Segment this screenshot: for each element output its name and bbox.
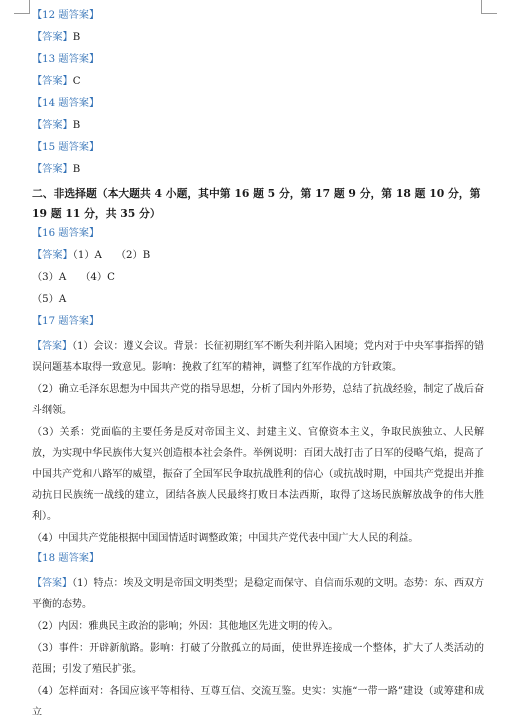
answer-value: B [72, 120, 81, 131]
q16-line1 [32, 248, 484, 263]
q17-paragraph-4: （4）中国共产党能根据中国国情适时调整政策；中国共产党代表中国广大人民的利益。 [32, 533, 419, 544]
q18-text-1: （1）特点：埃及文明是帝国文明类型；是稳定而保守、自信而乐观的文明。态势：东、西双方平衡的态势。 [32, 578, 484, 610]
q16-item4: （4）C [80, 272, 115, 283]
q17-paragraph-2: （2）确立毛泽东思想为中国共产党的指导思想，分析了国内外形势，总结了抗战经验，制定了战后奋斗纲领。 [32, 384, 484, 416]
answer-tag: 【答案】 [32, 76, 73, 87]
crop-mark-top-left-v [29, 0, 30, 14]
q16-line2 [32, 270, 484, 285]
q18-paragraph-2: （2）内因：雅典民主政治的影响；外因：其他地区先进文明的传入。 [32, 621, 339, 632]
answer-tag: 【答案】 [32, 250, 73, 261]
q16-item1: （1）A [72, 250, 102, 261]
q15-answer [32, 162, 484, 177]
answer-value: C [72, 76, 81, 87]
q17-paragraph-1 [32, 336, 484, 378]
q18-paragraph-3: （3）事件：开辟新航路。影响：打破了分散孤立的局面，使世界连接成一个整体，扩大了人类活动的范围；引发了殖民扩张。 [32, 643, 484, 675]
q17-paragraph-3: （3）关系：党面临的主要任务是反对帝国主义、封建主义、官僚资本主义，争取民族独立、人民解放，为实现中华民族伟大复兴创造根本社会条件。举例说明：百团大战打击了日军的侵略气焰，提高了中国共产党和八路军的威望，振奋了全国军民争取抗战胜利的信心（或抗战时期，中国共产党提出并推动抗日民族统一战线的建立，团结各族人民最终打败日本法西斯，取得了这场民族解放战争的伟大胜利）。 [32, 427, 484, 522]
q16-item3: （3）A [32, 272, 67, 283]
q13-tag: 【13 题答案】 [32, 54, 100, 65]
q18-paragraph-1 [32, 573, 484, 615]
answer-value: B [72, 32, 81, 43]
answer-document [32, 8, 484, 724]
answer-tag: 【答案】 [32, 341, 73, 352]
q14-answer [32, 118, 484, 133]
answer-tag: 【答案】 [32, 164, 73, 175]
answer-tag: 【答案】 [32, 32, 73, 43]
answer-value: B [72, 164, 81, 175]
q13-answer [32, 74, 484, 89]
part2-heading: 二、非选择题（本大题共 4 小题，其中第 16 题 5 分，第 17 题 9 分，第 18 题 10 分，第 19 题 11 分，共 35 分） [32, 187, 481, 220]
q16-line3: （5）A [32, 294, 67, 305]
q14-tag: 【14 题答案】 [32, 98, 100, 109]
answer-tag: 【答案】 [32, 120, 73, 131]
q12-answer [32, 30, 484, 45]
crop-mark-top-left-h [14, 13, 30, 14]
q17-tag: 【17 题答案】 [32, 316, 100, 327]
q18-tag: 【18 题答案】 [32, 553, 100, 564]
q16-tag: 【16 题答案】 [32, 228, 100, 239]
answer-tag: 【答案】 [32, 578, 73, 589]
q12-tag: 【12 题答案】 [32, 10, 100, 21]
q16-item2: （2）B [115, 250, 151, 261]
q15-tag: 【15 题答案】 [32, 142, 100, 153]
q18-paragraph-4: （4）怎样面对：各国应该平等相待、互尊互信、交流互鉴。史实：实施“一带一路”建设（或筹建和成立 [32, 686, 484, 718]
q17-text-1: （1）会议：遵义会议。背景：长征初期红军不断失利并陷入困境；党内对于中央军事指挥的错误问题基本取得一致意见。影响：挽救了红军的精神，调整了红军作战的方针政策。 [32, 341, 484, 373]
